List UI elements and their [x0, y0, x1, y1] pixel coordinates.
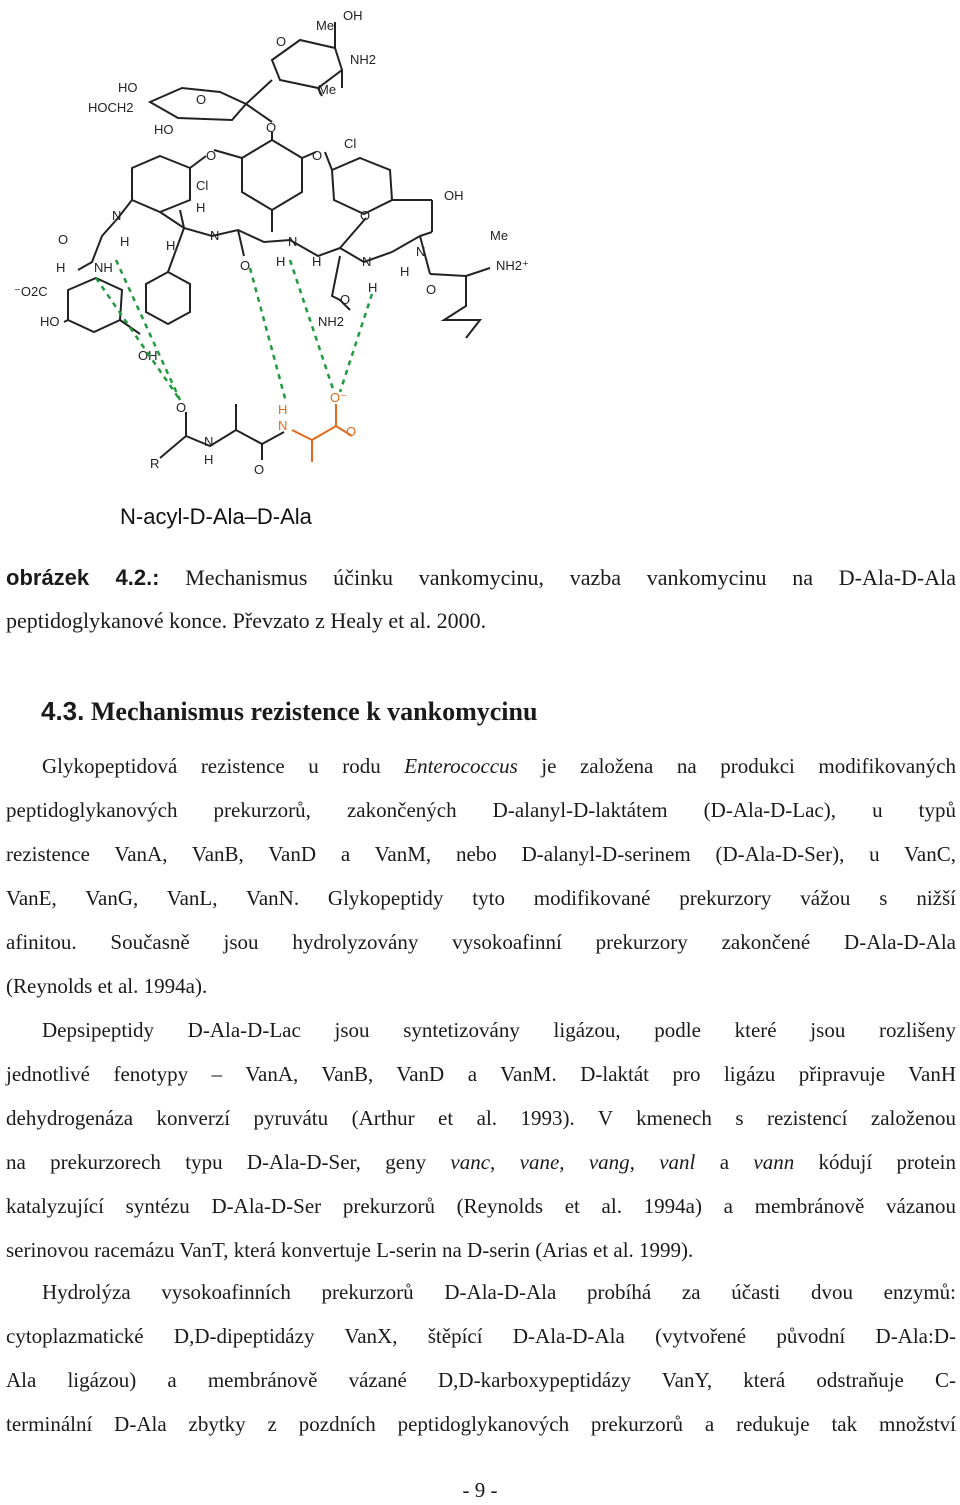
atom-me-right: Me [490, 228, 509, 243]
atom-o-glyc: O [266, 120, 277, 135]
atom-nh2-asn: NH2 [318, 314, 345, 329]
atom-me-top: Me [316, 18, 335, 33]
body-line-8: jednotlivé fenotypy – VanA, VanB, VanD a VanM. D-laktát pro ligázu připravuje VanH [6, 1062, 956, 1086]
atom-n-lig-orange: N [278, 418, 288, 433]
atom-h-8: H [56, 260, 66, 275]
body-line-9: dehydrogenáza konverzí pyruvátu (Arthur et al. 1993). V kmenech s rezistencí založenou [6, 1106, 956, 1130]
atom-n-5: N [416, 244, 426, 259]
atom-o-5: O [340, 292, 351, 307]
atom-oh-right: OH [444, 188, 464, 203]
atom-hoch2-sugar: HOCH2 [88, 100, 134, 115]
atom-h-2: H [196, 200, 206, 215]
atom-n-4: N [362, 254, 372, 269]
body-line-10 [6, 1142, 956, 1182]
body-line-10-b: a [695, 1150, 754, 1174]
atom-o-lig1: O [176, 400, 187, 415]
atom-o-right: O [312, 148, 323, 163]
atom-oh-lower: OH [138, 348, 158, 363]
atom-n-lig: N [204, 434, 214, 449]
atom-h-3: H [166, 238, 176, 253]
body-line-1-italic: Enterococcus [404, 754, 518, 778]
body-line-1 [42, 746, 956, 786]
body-line-14: cytoplazmatické D,D-dipeptidázy VanX, štěpící D-Ala-D-Ala (vytvořené původní D-Ala:D- [6, 1324, 956, 1348]
chemical-structure-drawing [0, 0, 960, 540]
atom-ho-sugar2: HO [154, 122, 174, 137]
body-line-3: rezistence VanA, VanB, VanD a VanM, nebo D-alanyl-D-serinem (D-Ala-D-Ser), u VanC, [6, 842, 956, 866]
molecule-label: N-acyl-D-Ala–D-Ala [120, 504, 312, 529]
atom-h-6: H [368, 280, 378, 295]
atom-h-1: H [120, 234, 130, 249]
section-title: Mechanismus rezistence k vankomycinu [90, 697, 538, 726]
figure-caption-text-1: Mechanismus účinku vankomycinu, vazba vankomycinu na D-Ala-D-Ala [185, 565, 957, 590]
atom-me-top2: Me [318, 82, 337, 97]
atom-r: R [150, 456, 160, 471]
atom-h-4: H [276, 254, 286, 269]
body-line-11: katalyzující syntézu D-Ala-D-Ser prekurzorů (Reynolds et al. 1994a) a membránově vázanou [6, 1194, 956, 1218]
body-line-10-a: na prekurzorech typu D-Ala-D-Ser, geny [6, 1150, 451, 1174]
body-line-10-gene-vann: vann [753, 1150, 795, 1174]
atom-o-minus: O⁻ [330, 390, 347, 405]
atom-nh: NH [94, 260, 113, 275]
atom-h-lig: H [204, 452, 214, 467]
atom-ho-left: HO [40, 314, 60, 329]
atom-nh2-plus: NH2⁺ [496, 258, 529, 273]
atom-h-7: H [400, 264, 410, 279]
body-line-15: Ala ligázou) a membránově vázané D,D-karboxypeptidázy VanY, která odstraňuje C- [6, 1368, 956, 1392]
figure-caption-label: obrázek 4.2.: [6, 565, 160, 590]
atom-o2c: ⁻O2C [14, 284, 48, 299]
atom-n-2: N [210, 228, 220, 243]
page-number: - 9 - [462, 1478, 498, 1502]
vancomycin-structure-figure [0, 0, 960, 540]
atom-cl-right: Cl [344, 136, 357, 151]
atom-o-ring-top: O [276, 34, 287, 49]
atom-h-lig-orange: H [278, 402, 288, 417]
figure-caption-line-1 [6, 556, 956, 599]
section-heading [41, 688, 537, 735]
atom-cl-left: Cl [196, 178, 209, 193]
atom-o-lig-orange: O [346, 424, 357, 439]
atom-o-4: O [426, 282, 437, 297]
body-line-10-c: kódují protein [794, 1150, 957, 1174]
body-line-6: (Reynolds et al. 1994a). [6, 974, 208, 998]
body-line-13: Hydrolýza vysokoafinních prekurzorů D-Ala-D-Ala probíhá za účasti dvou enzymů: [42, 1280, 956, 1304]
atom-o-ring-sugar: O [196, 92, 207, 107]
atom-oh-top: OH [343, 8, 363, 23]
atom-o-3: O [360, 208, 371, 223]
body-line-12: serinovou racemázu VanT, která konvertuje L-serin na D-serin (Arias et al. 1999). [6, 1238, 694, 1262]
atom-o-1: O [58, 232, 69, 247]
body-line-10-genes: vanc, vane, vang, vanl [450, 1150, 696, 1174]
atom-ho-sugar: HO [118, 80, 138, 95]
body-line-7: Depsipeptidy D-Ala-D-Lac jsou syntetizovány ligázou, podle které jsou rozlišeny [42, 1018, 956, 1042]
atom-o-lig2: O [254, 462, 265, 477]
section-number: 4.3. [41, 696, 85, 726]
atom-o-left: O [206, 148, 217, 163]
atom-n-3: N [288, 234, 298, 249]
body-line-4: VanE, VanG, VanL, VanN. Glykopeptidy tyto modifikované prekurzory vážou s nižší [6, 886, 956, 910]
atom-nh2-top: NH2 [350, 52, 377, 67]
atom-h-5: H [312, 254, 322, 269]
body-line-2: peptidoglykanových prekurzorů, zakončených D-alanyl-D-laktátem (D-Ala-D-Lac), u typů [6, 798, 956, 822]
atom-o-2: O [240, 258, 251, 273]
body-line-5: afinitou. Současně jsou hydrolyzovány vysokoafinní prekurzory zakončené D-Ala-D-Ala [6, 930, 956, 954]
figure-caption-line-2: peptidoglykanové konce. Převzato z Healy et al. 2000. [6, 608, 487, 633]
atom-n-1: N [112, 208, 122, 223]
body-line-1-b: je založena na produkci modifikovaných [517, 754, 956, 778]
body-line-16: terminální D-Ala zbytky z pozdních peptidoglykanových prekurzorů a redukuje tak množství [6, 1412, 956, 1436]
body-line-1-a: Glykopeptidová rezistence u rodu [42, 754, 405, 778]
